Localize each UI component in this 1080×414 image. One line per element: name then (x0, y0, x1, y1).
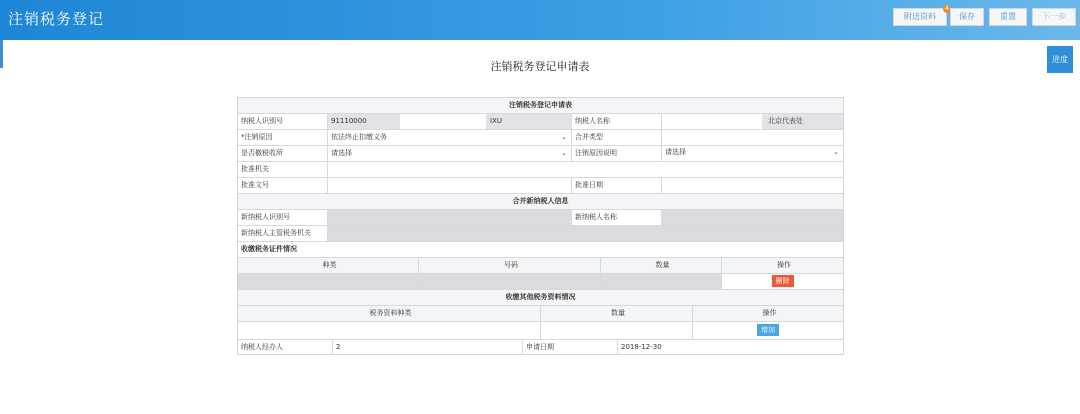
new-taxpayer-id-label: 新纳税人识别号 (238, 210, 328, 225)
page-title: 注销税务登记 (8, 10, 105, 28)
new-taxpayer-name-input[interactable] (662, 210, 843, 225)
approval-org-input[interactable] (328, 162, 843, 177)
reason-label: *注销原因 (238, 130, 328, 145)
new-authority-input[interactable] (328, 226, 843, 241)
column-header: 数量 (601, 258, 722, 273)
section-header-main (238, 98, 843, 114)
chevron-down-icon: ⌄ (833, 148, 839, 156)
reason-value: 依法终止扣缴义务 (331, 133, 387, 141)
cert-qty-input[interactable] (601, 274, 722, 289)
deregistration-form (237, 97, 844, 355)
approval-date-label: 批准日期 (572, 178, 662, 193)
column-header: 种类 (238, 258, 419, 273)
redaction-mask (662, 114, 762, 129)
cert-actions (722, 274, 843, 289)
section-header-other (238, 290, 843, 306)
taxpayer-id-suffix: IXU (490, 117, 502, 125)
taxpayer-id-field[interactable] (328, 114, 572, 129)
merge-type-value: 请选择 (665, 148, 686, 156)
tax-office-select[interactable] (328, 146, 572, 161)
section-title: 合并新纳税人信息 (512, 197, 569, 205)
table-row (238, 322, 843, 340)
apply-date-value[interactable]: 2018-12-30 (621, 343, 662, 351)
reset-button[interactable]: 重置 (989, 8, 1027, 26)
tax-office-label: 是否撤税收所 (238, 146, 328, 161)
progress-button[interactable]: 进度 (1047, 46, 1073, 73)
agent-label: 纳税人经办人 (238, 340, 333, 355)
column-header: 数量 (541, 306, 693, 321)
tax-office-value: 请选择 (331, 149, 352, 157)
new-taxpayer-name-label: 新纳税人名称 (572, 210, 662, 225)
cert-number-input[interactable] (419, 274, 601, 289)
taxpayer-id-value: 91110000 (331, 117, 367, 125)
approval-doc-input[interactable] (328, 178, 572, 193)
taxpayer-name-field[interactable] (662, 114, 843, 129)
section-title: 收缴税务证件情况 (241, 245, 297, 253)
reason-select[interactable] (328, 130, 572, 145)
cert-type-input[interactable] (238, 274, 419, 289)
section-header-merge (238, 194, 843, 210)
approval-date-input[interactable] (662, 178, 843, 193)
attach-materials-button[interactable]: 附送资料 (893, 8, 947, 26)
column-header: 操作 (722, 258, 843, 273)
table-row (238, 306, 843, 322)
delete-button[interactable]: 删除 (772, 275, 794, 287)
attach-count-badge: 4 (943, 5, 951, 13)
table-row (238, 146, 843, 162)
other-qty-input[interactable] (541, 322, 693, 339)
form-title: 注销税务登记申请表 (490, 60, 590, 73)
section-header-cert (238, 242, 843, 258)
chevron-down-icon: ⌄ (561, 149, 567, 157)
taxpayer-name-label: 纳税人名称 (572, 114, 662, 129)
column-header: 税务资料种类 (238, 306, 541, 321)
table-row (238, 340, 843, 355)
new-authority-label: 新纳税人主管税务机关 (238, 226, 328, 241)
header-bar (0, 0, 1080, 40)
taxpayer-id-label: 纳税人识别号 (238, 114, 328, 129)
table-row (238, 274, 843, 290)
table-row (238, 226, 843, 242)
section-title: 收缴其他税务资料情况 (505, 293, 576, 301)
save-button[interactable]: 保存 (950, 8, 984, 26)
reason-desc-label: 注销原因说明 (572, 146, 662, 161)
next-step-button[interactable]: 下一步 (1032, 8, 1076, 26)
other-type-input[interactable] (238, 322, 541, 339)
table-row (238, 258, 843, 274)
table-row (238, 178, 843, 194)
column-header: 号码 (419, 258, 601, 273)
chevron-down-icon: ⌄ (561, 133, 567, 141)
table-row (238, 210, 843, 226)
section-title: 注销税务登记申请表 (509, 101, 572, 109)
redaction-mask (400, 114, 486, 129)
approval-org-label: 批准机关 (238, 162, 328, 177)
new-taxpayer-id-input[interactable] (328, 210, 572, 225)
table-row (238, 114, 843, 130)
merge-type-label: 合并类型 (572, 130, 662, 145)
reason-desc-input[interactable] (662, 146, 843, 161)
add-button[interactable]: 增加 (757, 324, 779, 336)
table-row (238, 162, 843, 178)
approval-doc-label: 批准文号 (238, 178, 328, 193)
column-header: 操作 (693, 306, 843, 321)
agent-value[interactable]: 2 (333, 340, 523, 355)
taxpayer-name-value: 北京代表处 (768, 117, 803, 125)
other-actions (693, 322, 843, 339)
apply-date-label: 申请日期 (523, 340, 618, 355)
